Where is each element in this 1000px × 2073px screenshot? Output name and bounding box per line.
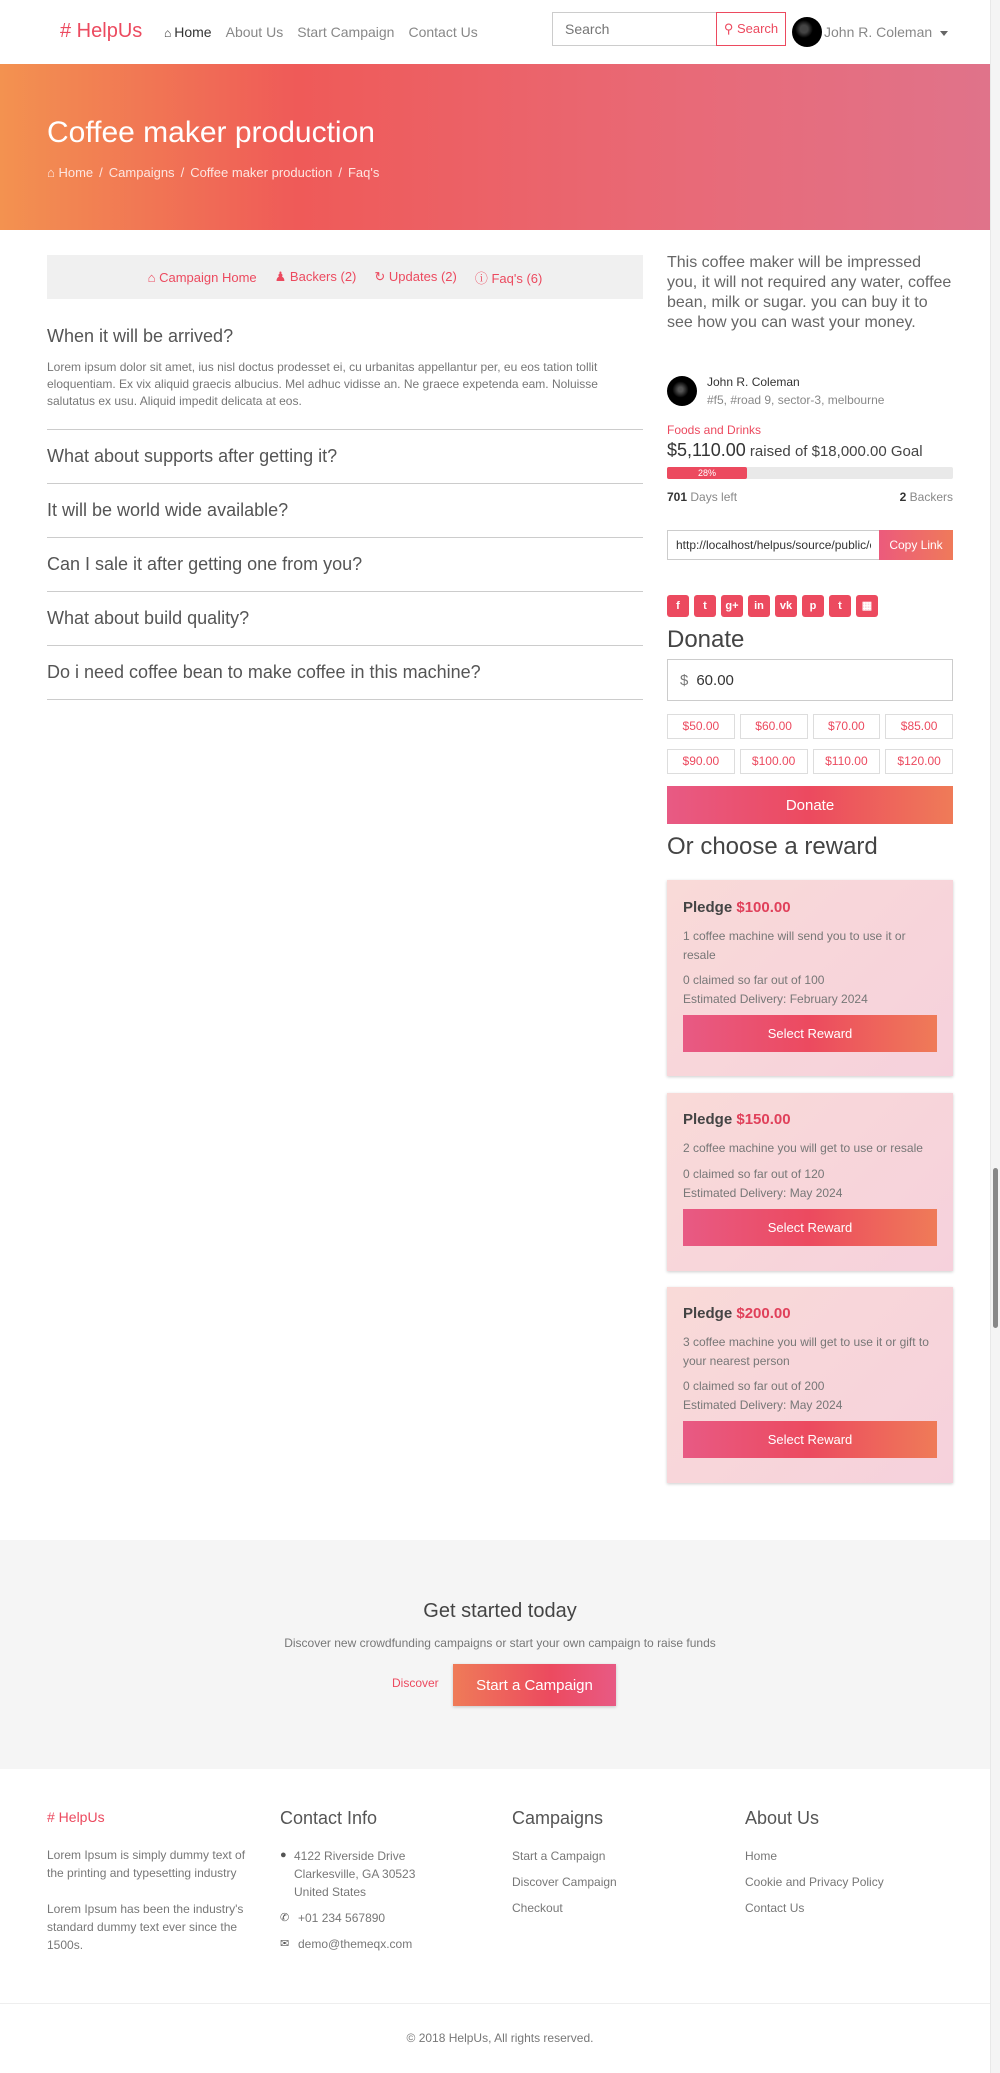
cta-title: Get started today: [423, 1600, 577, 1622]
faq-question[interactable]: Can I sale it after getting one from you?: [47, 554, 363, 574]
user-menu[interactable]: John R. Coleman: [824, 24, 948, 40]
user-icon: ♟: [274, 269, 287, 284]
share-link-input[interactable]: [667, 530, 879, 560]
nav-about-us[interactable]: About Us: [225, 24, 284, 40]
caret-down-icon: [940, 31, 948, 36]
campaign-category[interactable]: Foods and Drinks: [667, 423, 762, 437]
pledge-amount: Pledge $150.00: [683, 1111, 791, 1128]
reward-delivery: Estimated Delivery: February 2024: [683, 992, 868, 1006]
owner-address: #f5, #road 9, sector-3, melbourne: [707, 393, 885, 407]
linkedin-icon[interactable]: in: [748, 595, 770, 617]
footer-address-line: 4122 Riverside Drive: [294, 1849, 406, 1863]
footer-link-cookie-policy[interactable]: Cookie and Privacy Policy: [745, 1875, 884, 1889]
preset-amount-button[interactable]: $60.00: [740, 714, 808, 739]
reward-claimed: 0 claimed so far out of 200: [683, 1379, 825, 1393]
reward-heading: Or choose a reward: [667, 833, 878, 860]
discover-link[interactable]: Discover: [392, 1676, 439, 1690]
breadcrumb: ⌂ Home / Campaigns / Coffee maker production / Faq's: [47, 165, 380, 180]
nav-contact-us[interactable]: Contact Us: [408, 24, 478, 40]
days-left: 701 Days left: [667, 490, 738, 504]
preset-amounts: [667, 714, 953, 774]
pledge-amount: Pledge $100.00: [683, 899, 791, 916]
funding-progress-bar: [667, 467, 953, 479]
reward-card: [667, 880, 953, 1076]
pledge-amount: Pledge $200.00: [683, 1305, 791, 1322]
faq-item[interactable]: [47, 608, 643, 646]
campaign-tabs: [47, 255, 643, 299]
footer-about-text: Lorem Ipsum has been the industry's standard dummy text ever since the 1500s.: [47, 1902, 244, 1952]
reward-card: [667, 1287, 953, 1483]
footer-address-line: United States: [294, 1885, 367, 1899]
footer-address-line: Clarkesville, GA 30523: [294, 1867, 416, 1881]
preset-amount-button[interactable]: $50.00: [667, 714, 735, 739]
preset-amount-button[interactable]: $85.00: [885, 714, 953, 739]
reward-description: 1 coffee machine will send you to use it or resale: [683, 929, 906, 962]
cta-subtitle: Discover new crowdfunding campaigns or start your own campaign to raise funds: [284, 1636, 716, 1650]
currency-symbol: $: [680, 671, 689, 689]
reward-delivery: Estimated Delivery: May 2024: [683, 1398, 843, 1412]
facebook-icon[interactable]: f: [667, 595, 689, 617]
raised-amount: $5,110.00: [667, 440, 746, 460]
faq-item[interactable]: [47, 500, 643, 538]
footer-email[interactable]: demo@themeqx.com: [298, 1937, 413, 1951]
start-campaign-button[interactable]: Start a Campaign: [453, 1664, 616, 1706]
faq-question[interactable]: Do i need coffee bean to make coffee in this machine?: [47, 662, 481, 682]
donation-amount-field[interactable]: [667, 659, 953, 701]
preset-amount-button[interactable]: $100.00: [740, 749, 808, 774]
faq-question[interactable]: What about supports after getting it?: [47, 446, 338, 466]
owner-avatar: [667, 376, 697, 406]
social-share: [667, 595, 878, 617]
nav-home[interactable]: ⌂ Home: [164, 24, 212, 40]
select-reward-button[interactable]: Select Reward: [683, 1015, 937, 1052]
footer-contact-heading: Contact Info: [280, 1808, 378, 1828]
faq-question[interactable]: When it will be arrived?: [47, 326, 234, 346]
page-title: Coffee maker production: [47, 116, 375, 149]
tab-faqs[interactable]: ⓘ Faq's (6): [474, 270, 543, 286]
breadcrumb-campaigns[interactable]: Campaigns: [108, 165, 175, 180]
footer-about-text: Lorem Ipsum is simply dummy text of the printing and typesetting industry: [47, 1848, 246, 1880]
home-icon: ⌂: [47, 165, 55, 180]
phone-icon: ✆: [280, 1912, 290, 1924]
backers-count: 2 Backers: [899, 490, 953, 504]
preset-amount-button[interactable]: $90.00: [667, 749, 735, 774]
pinterest-icon[interactable]: p: [802, 595, 824, 617]
preset-amount-button[interactable]: $70.00: [813, 714, 881, 739]
user-avatar[interactable]: [792, 17, 822, 47]
footer-link-home[interactable]: Home: [745, 1849, 778, 1863]
breadcrumb-current: Faq's: [347, 165, 380, 180]
reward-description: 2 coffee machine you will get to use or resale: [683, 1141, 923, 1155]
breadcrumb-campaign[interactable]: Coffee maker production: [190, 165, 333, 180]
get-started-section: [0, 1540, 990, 1769]
donation-amount-value[interactable]: 60.00: [696, 671, 734, 689]
copy-link-button[interactable]: Copy Link: [879, 530, 953, 560]
scrollbar-thumb[interactable]: [993, 1168, 998, 1328]
page-header-banner: [0, 64, 990, 230]
tumblr-icon[interactable]: t: [829, 595, 851, 617]
donate-button[interactable]: Donate: [667, 786, 953, 824]
campaign-description: This coffee maker will be impressed you, it will not required any water, coffee bean, milk or sugar. you can buy it to see how you can wast your money.: [667, 254, 952, 331]
faq-answer: Lorem ipsum dolor sit amet, ius nisl doctus prodesset ei, cu urbanitas appellantur per, eu eos tation tollit eloquentiam. Ex vix aliquid graecis albucius. Mel adhuc vidisse an. Ne graece expetenda eam. Noluisse salutatus ex usu. Aliquid impedit delicata at eos.: [47, 360, 598, 408]
page-scrollbar[interactable]: [990, 0, 1000, 2073]
faq-question[interactable]: What about build quality?: [47, 608, 250, 628]
reward-claimed: 0 claimed so far out of 100: [683, 973, 825, 987]
twitter-icon[interactable]: t: [694, 595, 716, 617]
brand-logo[interactable]: # HelpUs: [60, 20, 143, 42]
faq-question[interactable]: It will be world wide available?: [47, 500, 289, 520]
select-reward-button[interactable]: Select Reward: [683, 1209, 937, 1246]
footer-link-discover-campaign[interactable]: Discover Campaign: [512, 1875, 617, 1889]
vk-icon[interactable]: vk: [775, 595, 797, 617]
search-icon: ⚲: [723, 21, 734, 36]
reward-claimed: 0 claimed so far out of 120: [683, 1167, 825, 1181]
refresh-icon: ↻: [374, 269, 386, 284]
preset-amount-button[interactable]: $110.00: [813, 749, 881, 774]
faq-item[interactable]: [47, 554, 643, 592]
faq-item[interactable]: [47, 662, 643, 700]
footer-link-contact-us[interactable]: Contact Us: [745, 1901, 805, 1915]
envelope-icon: ✉: [280, 1938, 290, 1950]
reward-description: 3 coffee machine you will get to use it or gift to your nearest person: [683, 1335, 929, 1368]
reward-delivery: Estimated Delivery: May 2024: [683, 1186, 843, 1200]
footer-link-checkout[interactable]: Checkout: [512, 1901, 563, 1915]
tab-campaign-home[interactable]: ⌂ Campaign Home: [147, 269, 257, 285]
tab-updates[interactable]: ↻ Updates (2): [374, 269, 457, 284]
raised-summary: [667, 440, 953, 461]
reward-card: [667, 1093, 953, 1271]
funding-progress-fill: 28%: [667, 467, 747, 479]
footer-divider: [0, 2003, 990, 2004]
faq-item[interactable]: [47, 326, 643, 430]
delicious-icon[interactable]: ▦: [856, 595, 878, 617]
home-icon: ⌂: [164, 26, 172, 40]
main-menu: [164, 24, 478, 40]
footer-link-start-campaign[interactable]: Start a Campaign: [512, 1849, 606, 1863]
footer-brand[interactable]: # HelpUs: [47, 1809, 105, 1825]
nav-start-campaign[interactable]: Start Campaign: [297, 24, 395, 40]
home-icon: ⌂: [147, 269, 156, 285]
google-plus-icon[interactable]: g+: [721, 595, 743, 617]
owner-name[interactable]: John R. Coleman: [707, 375, 800, 389]
faq-item[interactable]: [47, 446, 643, 484]
copyright: © 2018 HelpUs, All rights reserved.: [406, 2031, 594, 2045]
raised-goal: raised of $18,000.00 Goal: [749, 443, 923, 460]
footer-about-heading: About Us: [745, 1808, 820, 1828]
map-marker-icon: ●: [280, 1849, 287, 1861]
donate-heading: Donate: [667, 626, 745, 653]
tab-backers[interactable]: ♟ Backers (2): [274, 269, 357, 284]
select-reward-button[interactable]: Select Reward: [683, 1421, 937, 1458]
preset-amount-button[interactable]: $120.00: [885, 749, 953, 774]
search-button[interactable]: ⚲ Search: [716, 12, 786, 46]
question-circle-icon: ⓘ: [474, 270, 488, 286]
footer-phone: +01 234 567890: [298, 1911, 386, 1925]
top-navbar: [0, 0, 990, 64]
search-input[interactable]: [552, 12, 717, 46]
breadcrumb-home[interactable]: ⌂ Home: [47, 165, 94, 180]
footer-campaigns-heading: Campaigns: [512, 1808, 604, 1828]
